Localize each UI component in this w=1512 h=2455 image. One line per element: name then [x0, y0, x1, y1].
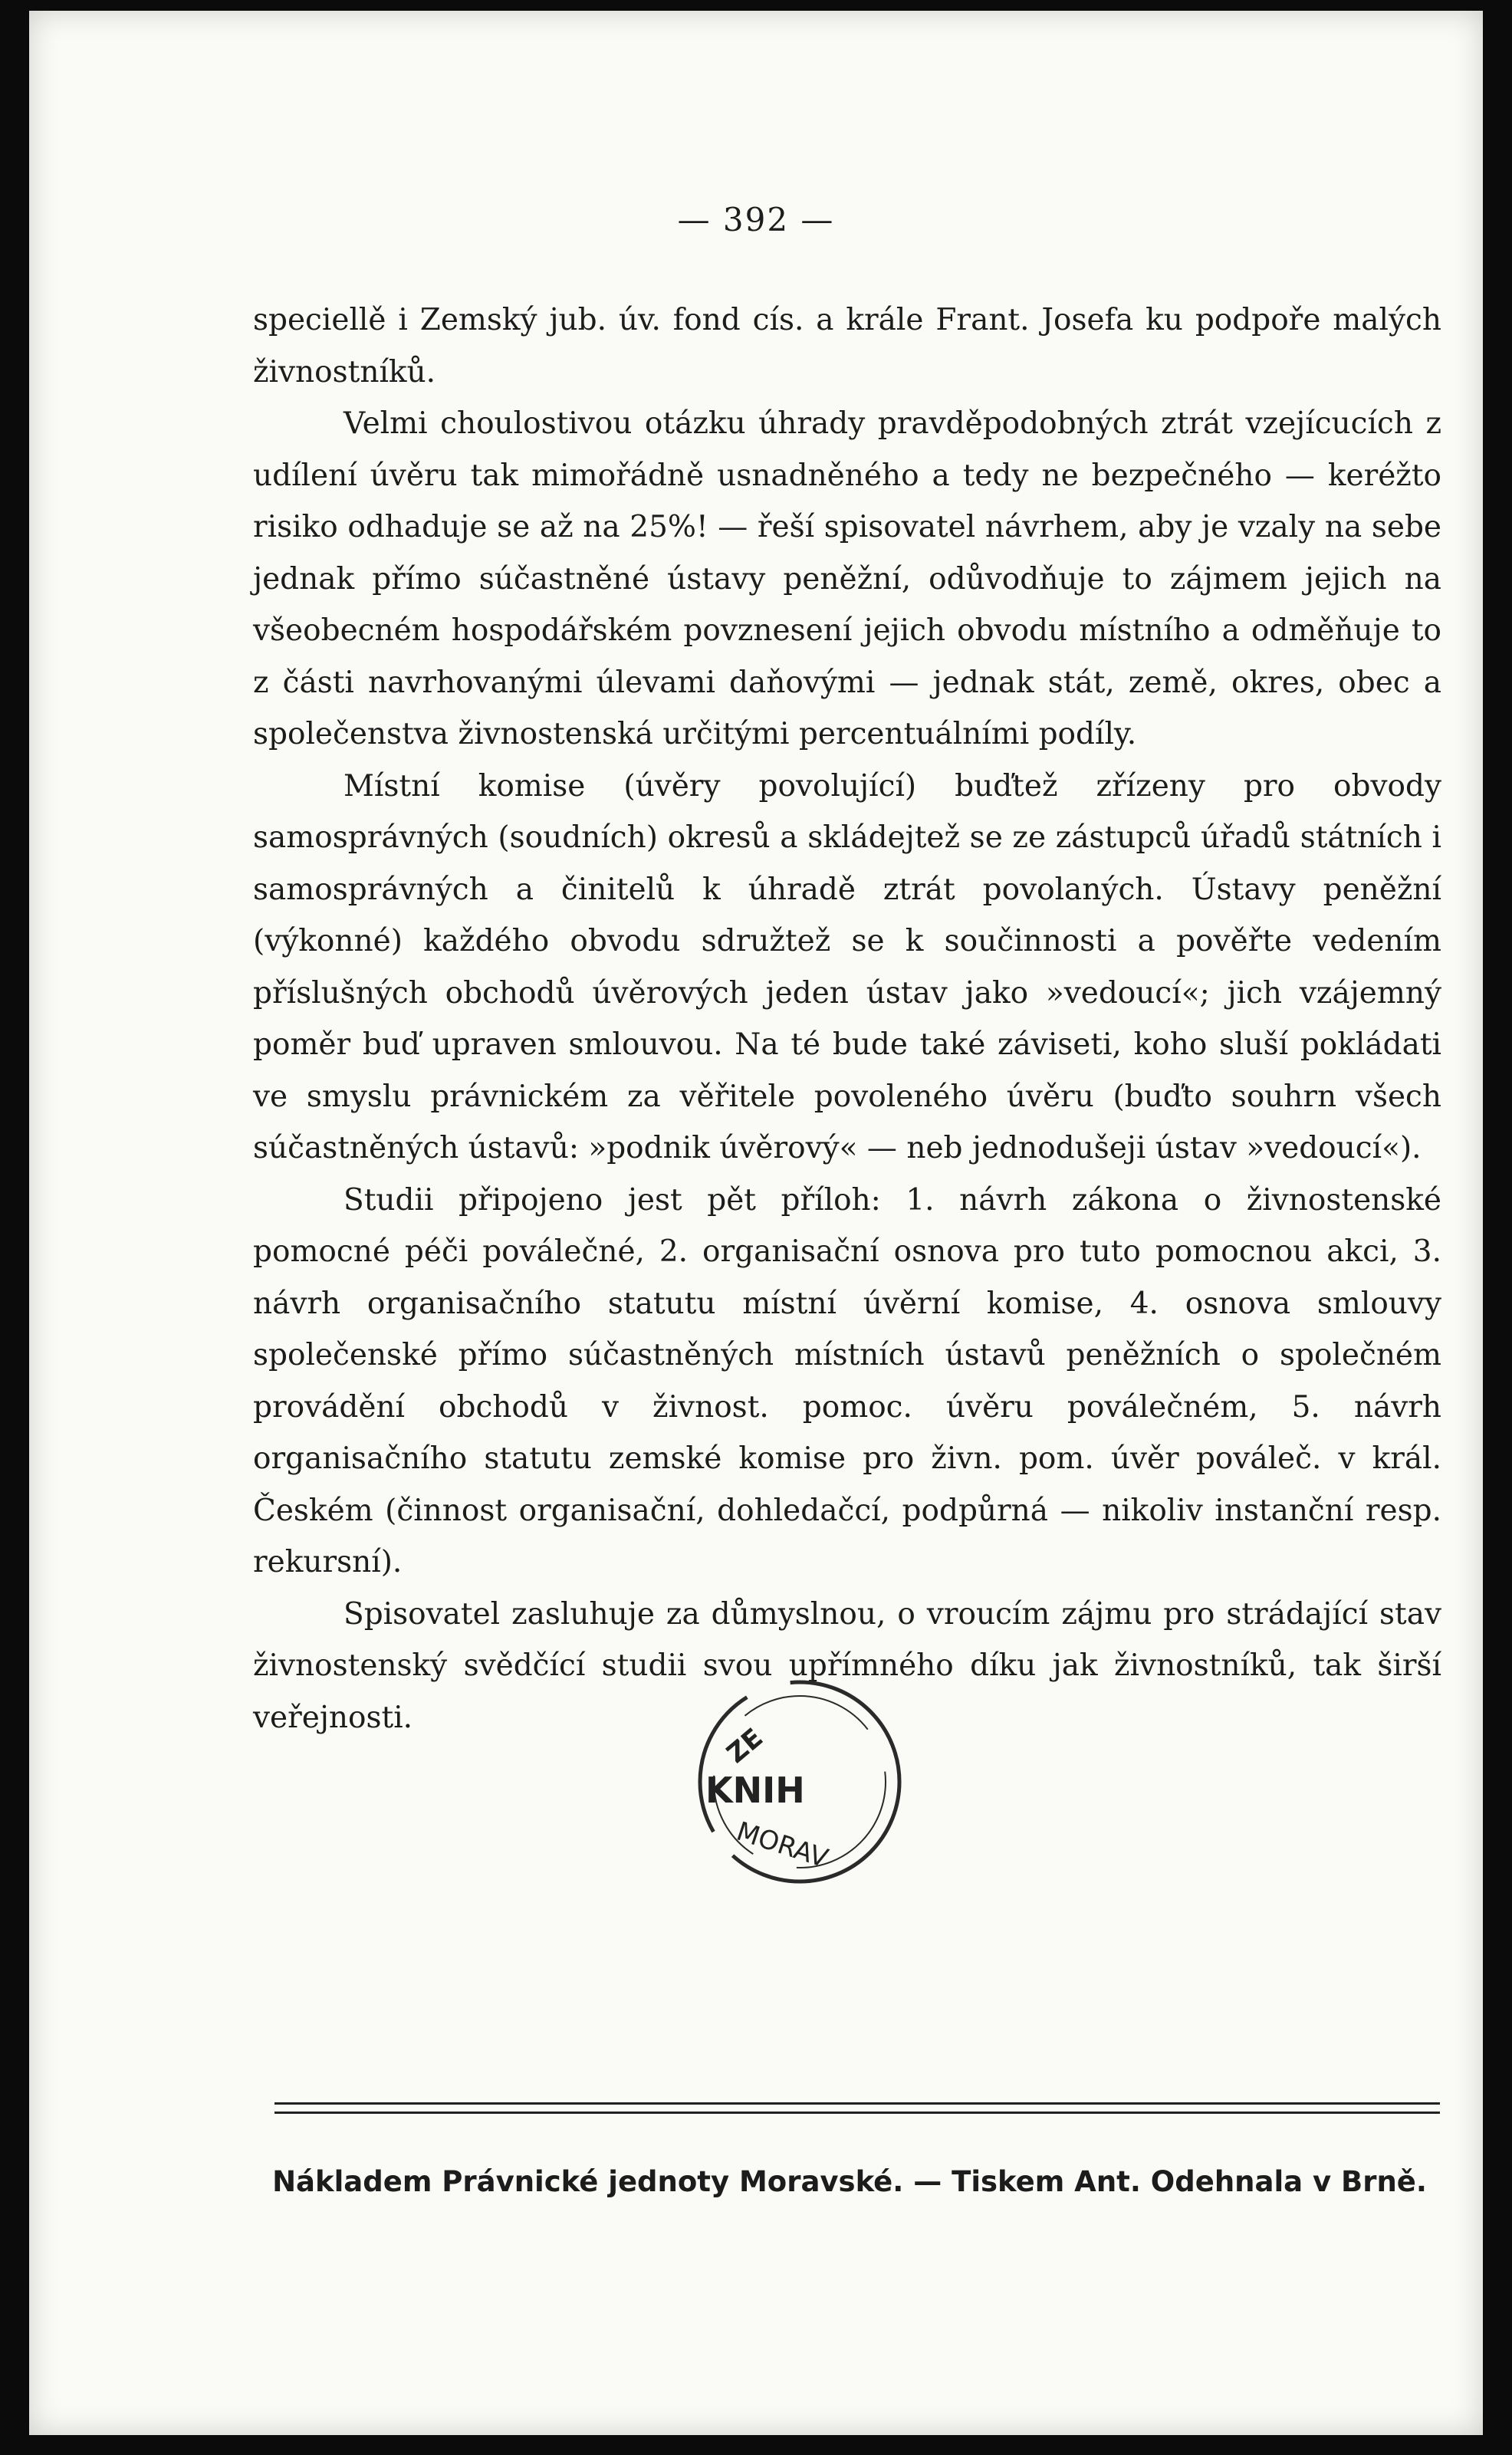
library-stamp	[689, 1671, 911, 1893]
paragraph-loss-coverage: Velmi choulostivou otázku úhrady pravděpodobných ztrát vzejícucích z udílení úvěru tak mimořádně usnadněného a tedy ne bezpečného — keréžto risiko odhaduje se až na 25%! — řeší spisovatel návrhem, aby je vzaly na sebe jednak přímo súčastněné ústavy peněžní, odůvodňuje to zájmem jejich na všeobecném hospodářském povznesení jejich obvodu místního a odměňuje to z části navrhovanými úlevami daňovými — jednak stát, země, okres, obec a společenstva živnostenská určitými percentuálními podíly.	[253, 406, 1441, 751]
paragraph-conclusion: Spisovatel zasluhuje za důmyslnou, o vroucím zájmu pro strádající stav živnostenský svědčící studii svou upřímného díku jak živnostníků, tak širší veřejnosti.	[253, 1596, 1441, 1735]
stamp-text-top: ZE	[721, 1722, 769, 1770]
document-page	[29, 11, 1483, 2435]
stamp-text-middle: KNIH	[705, 1770, 805, 1811]
footer-rule-bottom	[274, 2112, 1440, 2114]
stamp-text-bottom: MORAV	[732, 1816, 832, 1875]
publisher-imprint: Nákladem Právnické jednoty Moravské. — Tiskem Ant. Odehnala v Brně.	[272, 2165, 1427, 2198]
paragraph-local-commissions: Místní komise (úvěry povolující) buďtež zřízeny pro obvody samosprávných (soudních) okresů a skládejtež se ze zástupců úřadů státních i samosprávných a činitelů k úhradě ztrát povolaných. Ústavy peněžní (výkonné) každého obvodu sdružtež se k součinnosti a pověřte vedením příslušných obchodů úvěrových jeden ústav jako »vedoucí«; jich vzájemný poměr buď upraven smlouvou. Na té bude také záviseti, koho sluší pokládati ve smyslu právnickém za věřitele povoleného úvěru (buďto souhrn všech súčastněných ústavů: »podnik úvěrový« — neb jednodušeji ústav »vedoucí«).	[253, 768, 1441, 1165]
footer-rule-top	[274, 2102, 1440, 2105]
page-number: — 392 —	[677, 201, 835, 238]
paragraph-attachments: Studii připojeno jest pět příloh: 1. návrh zákona o živnostenské pomocné péči poválečné, 2. organisační osnova pro tuto pomocnou akci, 3. návrh organisačního statutu místní úvěrní komise, 4. osnova smlouvy společenské přímo súčastněných místních ústavů peněžních o společném provádění obchodů v živnost. pomoc. úvěru poválečném, 5. návrh organisačního statutu zemské komise pro živn. pom. úvěr pováleč. v král. Českém (činnost organisační, dohledačcí, podpůrná — nikoliv instanční resp. rekursní).	[253, 1182, 1441, 1579]
body-text	[253, 294, 1441, 1743]
paragraph-continuation: speciellě i Zemský jub. úv. fond cís. a krále Frant. Josefa ku podpoře malých živnostníků.	[253, 303, 1441, 389]
